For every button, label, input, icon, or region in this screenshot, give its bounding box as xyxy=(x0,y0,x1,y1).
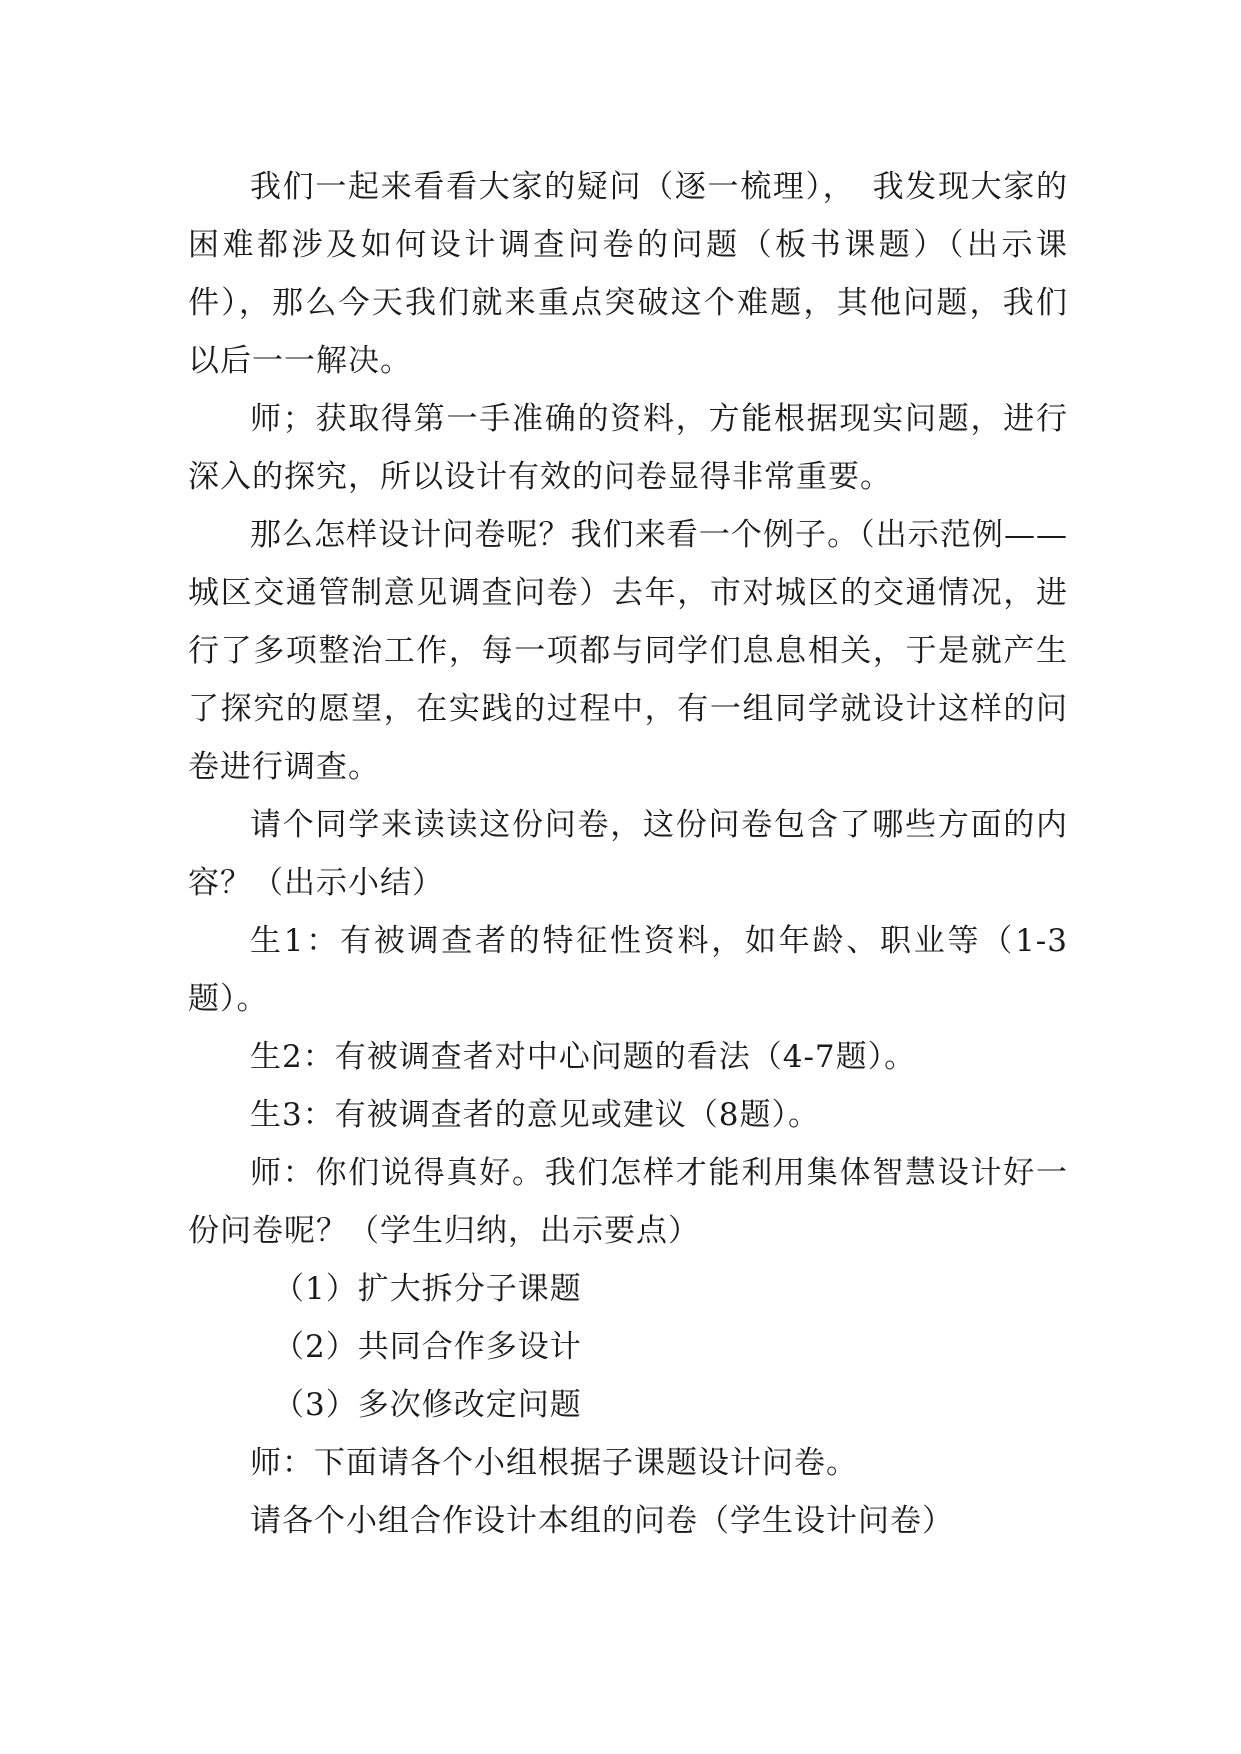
paragraph: 那么怎样设计问卷呢？我们来看一个例子。（出示范例——城区交通管制意见调查问卷）去年，市对城区的交通情况，进行了多项整治工作，每一项都与同学们息息相关，于是就产生了探究的愿望，在实践的过程中，有一组同学就设计这样的问卷进行调查。 xyxy=(188,517,1068,785)
paragraph: 我们一起来看看大家的疑问（逐一梳理）， 我发现大家的困难都涉及如何设计调查问卷的问题（板书课题）（出示课件），那么今天我们就来重点突破这个难题，其他问题，我们以后一一解决。 xyxy=(188,169,1068,379)
key-point-item: （1）扩大拆分子课题 xyxy=(273,1271,582,1307)
paragraph: 生3：有被调查者的意见或建议（8题）。 xyxy=(250,1097,820,1133)
paragraph: 请个同学来读读这份问卷，这份问卷包含了哪些方面的内容？（出示小结） xyxy=(188,807,1068,901)
paragraph: 生2：有被调查者对中心问题的看法（4-7题）。 xyxy=(250,1039,917,1075)
key-point-item: （2）共同合作多设计 xyxy=(273,1329,582,1365)
key-point-item: （3）多次修改定问题 xyxy=(273,1387,582,1423)
paragraph: 师：下面请各个小组根据子课题设计问卷。 xyxy=(250,1445,858,1481)
paragraph: 生1：有被调查者的特征性资料，如年龄、职业等（1-3题）。 xyxy=(188,923,1068,1017)
paragraph: 师；获取得第一手准确的资料，方能根据现实问题，进行深入的探究，所以设计有效的问卷显得非常重要。 xyxy=(188,401,1068,495)
document-body xyxy=(188,158,1068,1550)
paragraph: 师：你们说得真好。我们怎样才能利用集体智慧设计好一份问卷呢？（学生归纳，出示要点） xyxy=(188,1155,1068,1249)
paragraph: 请各个小组合作设计本组的问卷（学生设计问卷） xyxy=(250,1503,954,1539)
